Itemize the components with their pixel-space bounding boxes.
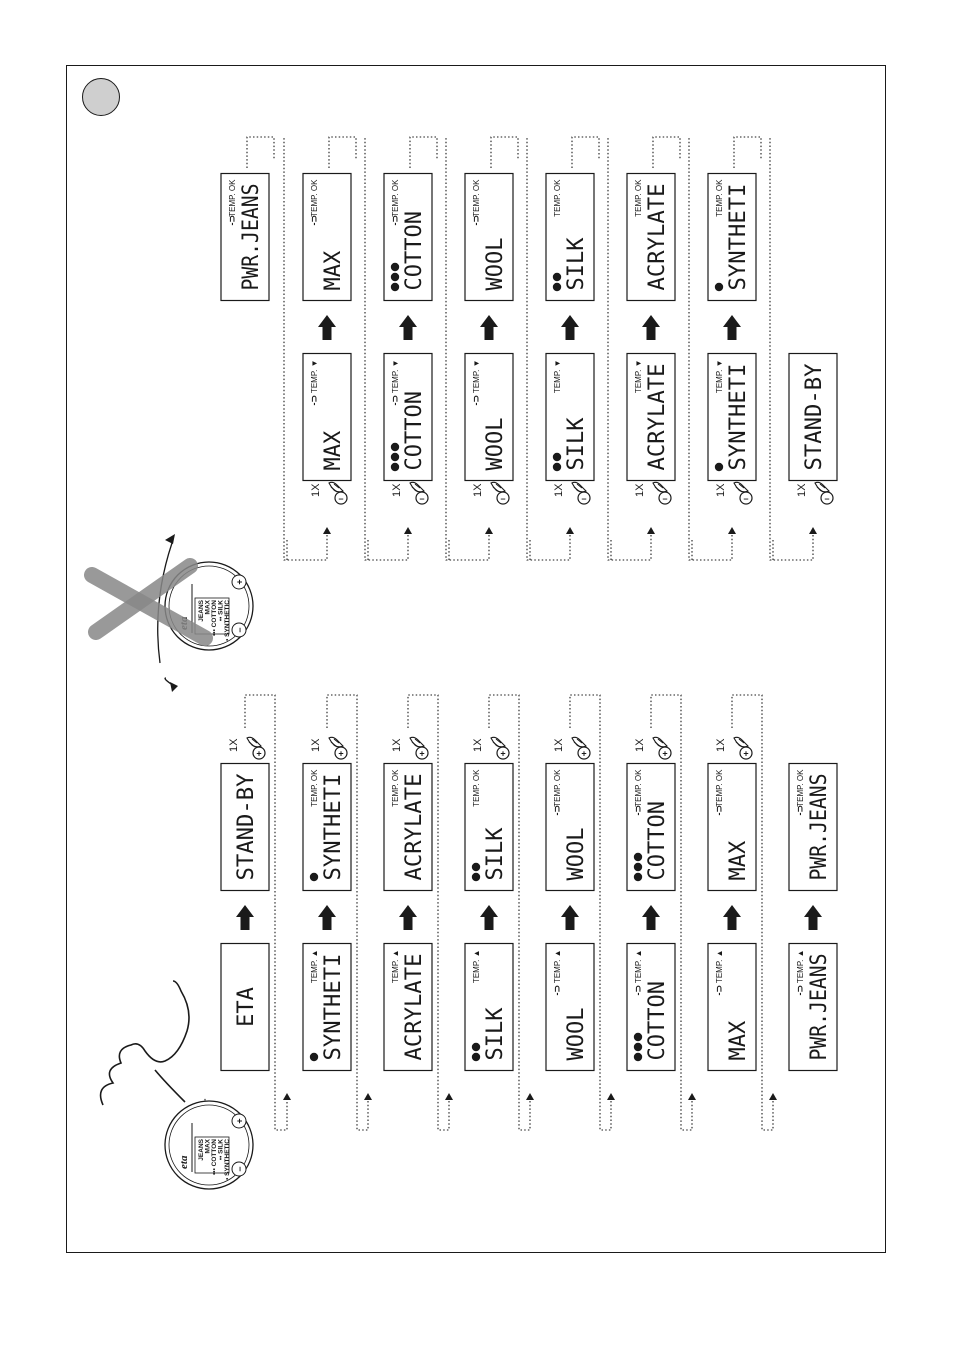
lcd-mode-text: WOOL <box>483 237 508 291</box>
finger-icon <box>155 1070 185 1102</box>
lcd-status-text: TEMP. ▲ <box>391 949 400 984</box>
lcd-status-text: TEMP. OK <box>553 179 562 217</box>
right-screen-b <box>221 171 269 301</box>
right-loop-arrowhead <box>728 527 736 534</box>
left-step-arrow <box>399 905 417 930</box>
lcd-status-text: TEMP. ▲ <box>715 949 724 984</box>
temp-dot-icon <box>310 1053 318 1061</box>
press-count-label: 1X <box>553 483 565 497</box>
lcd-mode-text: WOOL <box>564 1007 589 1061</box>
steam-icon: -⊃ <box>227 214 237 226</box>
button-sign: + <box>662 748 668 759</box>
lcd-status-text: TEMP. ▲ <box>553 949 562 984</box>
lcd-mode-text: WOOL <box>564 827 589 881</box>
press-plus-icon <box>472 737 509 759</box>
press-count-label: 1X <box>715 483 727 497</box>
press-plus-icon <box>228 737 265 759</box>
temp-dot-icon <box>634 873 642 881</box>
lcd-status-text: TEMP. ▼ <box>310 359 319 394</box>
lcd-status-text: TEMP. ▼ <box>553 359 562 394</box>
button-sign: – <box>419 493 425 504</box>
dial-plus-label: + <box>234 1118 245 1124</box>
right-step-arrow <box>561 315 579 340</box>
dial-label: •• SILK <box>217 600 225 622</box>
steam-icon: -⊃ <box>309 214 319 226</box>
steam-icon: -⊃ <box>714 984 724 996</box>
lcd-mode-text: MAX <box>321 250 346 291</box>
dial-label: JEANS <box>198 600 205 622</box>
lcd-status-text: TEMP. ▲ <box>796 949 805 984</box>
steam-icon: -⊃ <box>714 804 724 816</box>
lcd-mode-text: MAX <box>726 840 751 881</box>
lcd-mode-text: ACRYLATE <box>402 954 427 1061</box>
temp-dot-icon <box>310 873 318 881</box>
lcd-status-text: TEMP. OK <box>391 769 400 807</box>
button-sign: – <box>824 493 830 504</box>
right-step-arrow <box>723 315 741 340</box>
temp-dot-icon <box>553 463 561 471</box>
lcd-status-text: TEMP. OK <box>796 769 805 807</box>
lcd-status-text: TEMP. ▲ <box>472 949 481 984</box>
temp-dot-icon <box>391 453 399 461</box>
press-count-label: 1X <box>472 483 484 497</box>
steam-icon: -⊃ <box>552 984 562 996</box>
dial-label: •• SILK <box>217 1139 225 1161</box>
button-sign: + <box>743 748 749 759</box>
press-count-label: 1X <box>634 738 646 752</box>
rotate-arrowhead <box>170 682 178 692</box>
rotate-arrowhead <box>165 534 175 544</box>
temp-dot-icon <box>634 863 642 871</box>
dial-minus-label: – <box>234 1166 245 1172</box>
lcd-status-text: TEMP. OK <box>715 179 724 217</box>
right-top-connector <box>572 137 599 168</box>
button-sign: + <box>419 748 425 759</box>
right-loop-arrowhead <box>404 527 412 534</box>
press-count-label: 1X <box>391 738 403 752</box>
lcd-mode-text: COTTON <box>402 211 427 291</box>
dial-label: MAX <box>204 1139 212 1154</box>
lcd-status-text: TEMP. OK <box>472 769 481 807</box>
right-step-arrow <box>318 315 336 340</box>
lcd-mode-text: SYNTHETI <box>321 954 346 1061</box>
lcd-status-text: TEMP. ▼ <box>472 359 481 394</box>
left-screen-b <box>708 764 756 891</box>
lcd-mode-text: COTTON <box>402 391 427 471</box>
press-count-label: 1X <box>472 738 484 752</box>
lcd-mode-text: SILK <box>564 237 589 291</box>
press-count-label: 1X <box>310 738 322 752</box>
steam-icon: -⊃ <box>633 804 643 816</box>
left-screen-a <box>789 941 837 1071</box>
right-step-arrow <box>480 315 498 340</box>
lcd-mode-text: SYNTHETI <box>726 184 751 291</box>
lcd-mode-text: ACRYLATE <box>645 184 670 291</box>
lcd-mode-text: ACRYLATE <box>645 364 670 471</box>
press-count-label: 1X <box>715 738 727 752</box>
press-minus-icon <box>796 482 833 504</box>
left-screen-b <box>221 764 269 891</box>
left-screen-b <box>789 761 837 891</box>
right-loop-arrowhead <box>566 527 574 534</box>
temp-dot-icon <box>553 273 561 281</box>
lcd-mode-text: STAND-BY <box>234 774 259 881</box>
lcd-mode-text: ACRYLATE <box>402 774 427 881</box>
temp-dot-icon <box>472 873 480 881</box>
dial-label: JEANS <box>198 1139 205 1161</box>
right-screen-b <box>465 174 513 301</box>
press-minus-icon <box>715 482 752 504</box>
temp-dot-icon <box>634 1033 642 1041</box>
lcd-mode-text: MAX <box>321 430 346 471</box>
dial-brand: eta <box>178 1155 190 1169</box>
right-screen-b <box>546 174 594 301</box>
left-step-arrow <box>318 905 336 930</box>
steam-icon: -⊃ <box>471 214 481 226</box>
right-screen-a <box>384 354 432 481</box>
lcd-status-text: TEMP. OK <box>310 179 319 217</box>
left-screen-b <box>303 764 351 891</box>
temp-dot-icon <box>391 463 399 471</box>
left-step-arrow <box>723 905 741 930</box>
right-screen-b <box>627 174 675 301</box>
right-screen-a <box>789 354 837 481</box>
steam-icon: -⊃ <box>633 984 643 996</box>
dial-label: MAX <box>204 600 212 615</box>
left-step-arrow <box>480 905 498 930</box>
temp-dot-icon <box>715 283 723 291</box>
left-screen-a <box>627 944 675 1071</box>
temp-dot-icon <box>634 853 642 861</box>
press-plus-icon <box>715 737 752 759</box>
left-loop-arrowhead <box>688 1093 696 1100</box>
dial-label: • SYNTHETIC <box>224 1139 231 1180</box>
right-screen-a <box>546 354 594 481</box>
press-minus-icon <box>310 482 347 504</box>
left-screen-a <box>384 944 432 1071</box>
left-loop-arrowhead <box>283 1093 291 1100</box>
right-loop-arrowhead <box>809 527 817 534</box>
steam-icon: -⊃ <box>795 804 805 816</box>
press-count-label: 1X <box>391 483 403 497</box>
temp-dot-icon <box>634 1053 642 1061</box>
left-screen-a <box>546 944 594 1071</box>
temp-dot-icon <box>634 1043 642 1051</box>
lcd-status-text: TEMP. OK <box>472 179 481 217</box>
temp-dot-icon <box>391 283 399 291</box>
right-screen-b <box>303 174 351 301</box>
right-screen-a <box>627 354 675 481</box>
lcd-status-text: TEMP. ▼ <box>715 359 724 394</box>
lcd-status-text: TEMP. OK <box>715 769 724 807</box>
steam-icon: -⊃ <box>795 984 805 996</box>
left-loop-arrowhead <box>769 1093 777 1100</box>
lcd-mode-text: WOOL <box>483 417 508 471</box>
right-screen-a <box>708 354 756 481</box>
press-plus-icon <box>553 737 590 759</box>
right-loop-arrowhead <box>647 527 655 534</box>
lcd-mode-text: SILK <box>564 417 589 471</box>
right-screen-b <box>708 174 756 301</box>
lcd-mode-text: SYNTHETI <box>321 774 346 881</box>
press-count-label: 1X <box>796 483 808 497</box>
lcd-status-text: TEMP. ▼ <box>391 359 400 394</box>
dial-minus-label: – <box>234 627 245 633</box>
button-sign: – <box>338 493 344 504</box>
button-sign: – <box>500 493 506 504</box>
lcd-mode-text: STAND-BY <box>802 364 827 471</box>
press-count-label: 1X <box>228 738 240 752</box>
right-top-connector <box>653 137 680 168</box>
button-sign: – <box>581 493 587 504</box>
button-sign: – <box>743 493 749 504</box>
lcd-mode-text: PWR.JEANS <box>807 761 832 881</box>
press-count-label: 1X <box>553 738 565 752</box>
temp-dot-icon <box>391 263 399 271</box>
lcd-mode-text: COTTON <box>645 801 670 881</box>
steam-icon: -⊃ <box>390 394 400 406</box>
lcd-status-text: TEMP. OK <box>391 179 400 217</box>
right-step-arrow <box>642 315 660 340</box>
left-screen-b <box>627 764 675 891</box>
press-plus-icon <box>391 737 428 759</box>
lcd-status-text: TEMP. OK <box>634 769 643 807</box>
press-minus-icon <box>553 482 590 504</box>
press-minus-icon <box>391 482 428 504</box>
right-loop-arrowhead <box>485 527 493 534</box>
temp-dot-icon <box>472 863 480 871</box>
steam-icon: -⊃ <box>471 394 481 406</box>
temp-dot-icon <box>472 1053 480 1061</box>
right-loop-arrowhead <box>323 527 331 534</box>
lcd-mode-text: SYNTHETI <box>726 364 751 471</box>
left-loop-arrowhead <box>607 1093 615 1100</box>
steam-icon: -⊃ <box>552 804 562 816</box>
button-sign: + <box>581 748 587 759</box>
button-sign: + <box>500 748 506 759</box>
right-top-connector <box>491 137 518 168</box>
right-top-connector <box>734 137 761 168</box>
right-top-connector <box>247 137 274 168</box>
temp-dot-icon <box>472 1043 480 1051</box>
lcd-mode-text: SILK <box>483 827 508 881</box>
lcd-mode-text: ETA <box>234 987 259 1027</box>
right-screen-a <box>303 354 351 481</box>
dial-label: • SYNTHETIC <box>224 600 231 641</box>
lcd-status-text: TEMP. OK <box>228 179 237 217</box>
steam-icon: -⊃ <box>390 214 400 226</box>
left-step-arrow <box>561 905 579 930</box>
left-step-arrow <box>236 905 254 930</box>
left-step-arrow <box>804 905 822 930</box>
hand-icon <box>101 981 189 1105</box>
lcd-status-text: TEMP. ▲ <box>310 949 319 984</box>
button-sign: – <box>662 493 668 504</box>
temp-dot-icon <box>553 283 561 291</box>
right-step-arrow <box>399 315 417 340</box>
temp-dot-icon <box>553 453 561 461</box>
press-plus-icon <box>310 737 347 759</box>
right-screen-b <box>384 174 432 301</box>
dial-label: ••• COTTON <box>211 600 218 636</box>
dial-left <box>165 1101 253 1189</box>
press-minus-icon <box>472 482 509 504</box>
lcd-status-text: TEMP. OK <box>634 179 643 217</box>
temp-dot-icon <box>391 273 399 281</box>
left-screen-a <box>708 944 756 1071</box>
left-loop-arrowhead <box>364 1093 372 1100</box>
lcd-status-text: TEMP. ▼ <box>634 359 643 394</box>
right-top-connector <box>410 137 437 168</box>
temp-dot-icon <box>391 443 399 451</box>
lcd-status-text: TEMP. ▲ <box>634 949 643 984</box>
left-loop-arrowhead <box>445 1093 453 1100</box>
steam-icon: -⊃ <box>309 394 319 406</box>
left-loop-arrowhead <box>526 1093 534 1100</box>
dial-plus-label: + <box>234 579 245 585</box>
lcd-mode-text: COTTON <box>645 981 670 1061</box>
dial-label: ••• COTTON <box>211 1139 218 1175</box>
left-step-arrow <box>642 905 660 930</box>
lcd-mode-text: MAX <box>726 1020 751 1061</box>
button-sign: + <box>256 748 262 759</box>
temp-dot-icon <box>715 463 723 471</box>
left-screen-b <box>384 764 432 891</box>
lcd-mode-text: PWR.JEANS <box>239 171 264 291</box>
right-top-connector <box>329 137 356 168</box>
right-screen-a <box>465 354 513 481</box>
left-screen-b <box>465 764 513 891</box>
press-count-label: 1X <box>310 483 322 497</box>
left-screen-a <box>465 944 513 1071</box>
button-sign: + <box>338 748 344 759</box>
press-plus-icon <box>634 737 671 759</box>
press-count-label: 1X <box>634 483 646 497</box>
press-minus-icon <box>634 482 671 504</box>
left-screen-b <box>546 764 594 891</box>
lcd-mode-text: SILK <box>483 1007 508 1061</box>
lcd-status-text: TEMP. OK <box>310 769 319 807</box>
left-screen-a <box>221 944 269 1071</box>
left-screen-a <box>303 944 351 1071</box>
lcd-status-text: TEMP. OK <box>553 769 562 807</box>
lcd-mode-text: PWR.JEANS <box>807 941 832 1061</box>
